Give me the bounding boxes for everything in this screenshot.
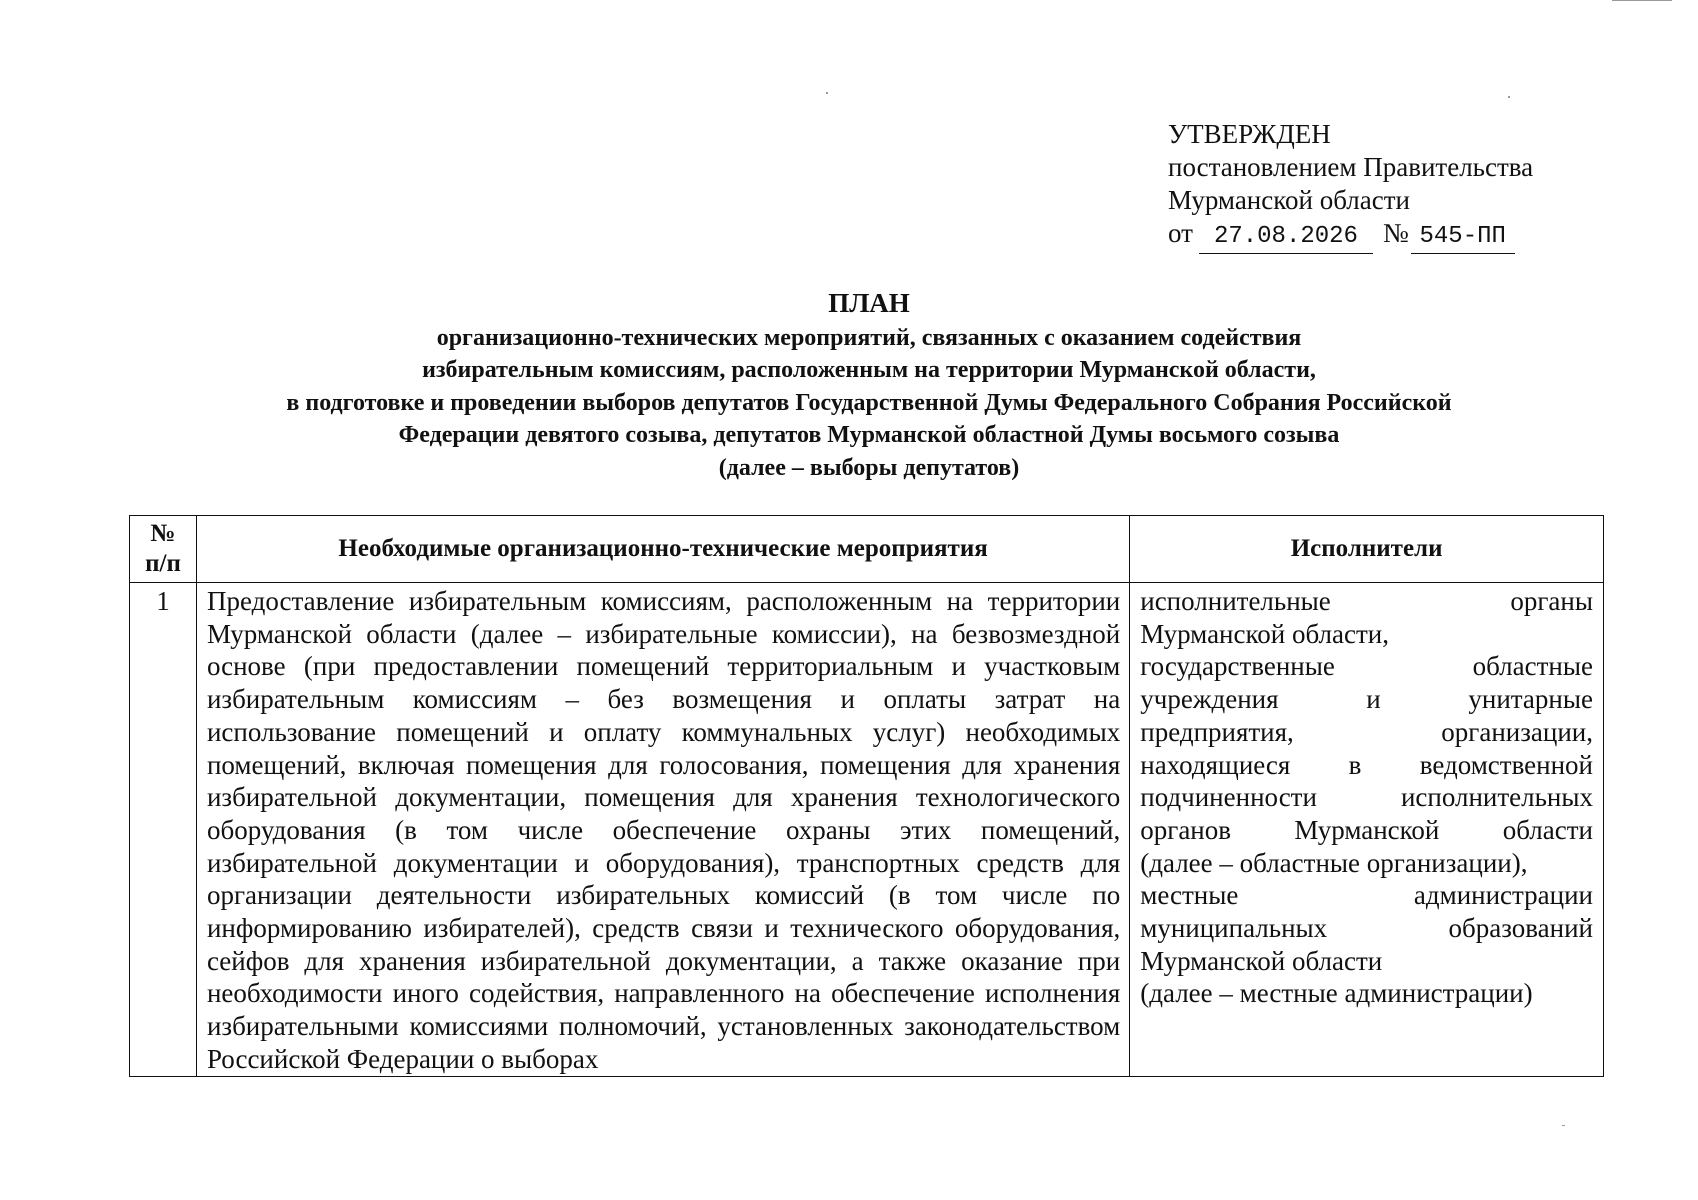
document-title: ПЛАН (828, 288, 910, 318)
executor-line: Мурманской области, (1140, 618, 1389, 649)
header-number-line-2: п/п (145, 550, 181, 577)
heading-line-5: (далее – выборы депутатов) (718, 454, 1020, 481)
approval-date-number (1168, 217, 1533, 254)
date-prefix: от (1168, 218, 1193, 248)
heading-line-2: избирательным комиссиям, расположенным на территории Мурманской области, (422, 357, 1316, 383)
executor-line: находящиеся в ведомственной (1140, 749, 1593, 780)
approval-line-2: Мурманской области (1168, 185, 1410, 215)
executor-line: предприятия, организации, (1140, 716, 1593, 747)
executor-line: подчиненности исполнительных (1140, 782, 1593, 813)
executor-line: муниципальных образований (1140, 913, 1593, 944)
plan-table (129, 515, 1604, 1077)
table-header-row (130, 516, 1604, 583)
scan-speck (1562, 1125, 1565, 1126)
approval-stamp (1168, 118, 1533, 254)
executor-line: (далее – местные администрации) (1140, 978, 1533, 1009)
heading-line-4: Федерации девятого созыва, депутатов Мурманской областной Думы восьмого созыва (398, 422, 1340, 448)
row-executors (1130, 583, 1604, 1077)
scan-speck (1612, 0, 1672, 1)
executor-line: (далее – областные организации), (1140, 847, 1528, 878)
executor-line: государственные областные (1140, 651, 1593, 682)
header-activities: Необходимые организационно-технические мероприятия (196, 516, 1129, 583)
document-heading (80, 287, 1658, 484)
executor-line: органов Мурманской области (1140, 814, 1593, 845)
row-number: 1 (130, 583, 197, 1077)
executor-line: учреждения и унитарные (1140, 684, 1593, 715)
heading-line-1: организационно-технических мероприятий, связанных с оказанием содействия (436, 324, 1302, 351)
heading-line-3: в подготовке и проведении выборов депутатов Государственной Думы Федерального Собрания Российской (286, 389, 1452, 416)
executor-line: исполнительные органы (1140, 586, 1593, 616)
header-number-line-1: № (150, 520, 176, 547)
approval-date: 27.08.2026 (1199, 220, 1373, 254)
executor-line: местные администрации (1140, 880, 1593, 911)
number-sign: № (1382, 218, 1409, 248)
approval-line-1: постановлением Правительства (1168, 152, 1534, 182)
header-number (130, 516, 197, 583)
scan-speck (1508, 96, 1510, 98)
scan-speck (826, 92, 828, 94)
approval-title: УТВЕРЖДЕН (1168, 119, 1331, 149)
executor-line: Мурманской области (1140, 945, 1383, 976)
row-activity: Предоставление избирательным комиссиям, расположенным на территории Мурманской области (далее – избирательные комиссии), на безвозмездной основе (при предоставлении помещений территориальным и участковым избирательным комиссиям – без возмещения и оплаты затрат на использование помещений и оплату коммунальных услуг) необходимых помещений, включая помещения для голосования, помещения для хранения избирательной документации, помещения для хранения технологического оборудования (в том числе обеспечение охраны этих помещений, избирательной документации и оборудования), транспортных средств для организации деятельности избирательных комиссий (в том числе по информированию избирателей), средств связи и технического оборудования, сейфов для хранения избирательной документации, а также оказание при необходимости иного содействия, направленного на обеспечение исполнения избирательными комиссиями полномочий, установленных законодательством Российской Федерации о выборах (196, 583, 1129, 1077)
header-executors: Исполнители (1130, 516, 1604, 583)
approval-number: 545-ПП (1411, 220, 1515, 254)
table-row (130, 583, 1604, 1077)
